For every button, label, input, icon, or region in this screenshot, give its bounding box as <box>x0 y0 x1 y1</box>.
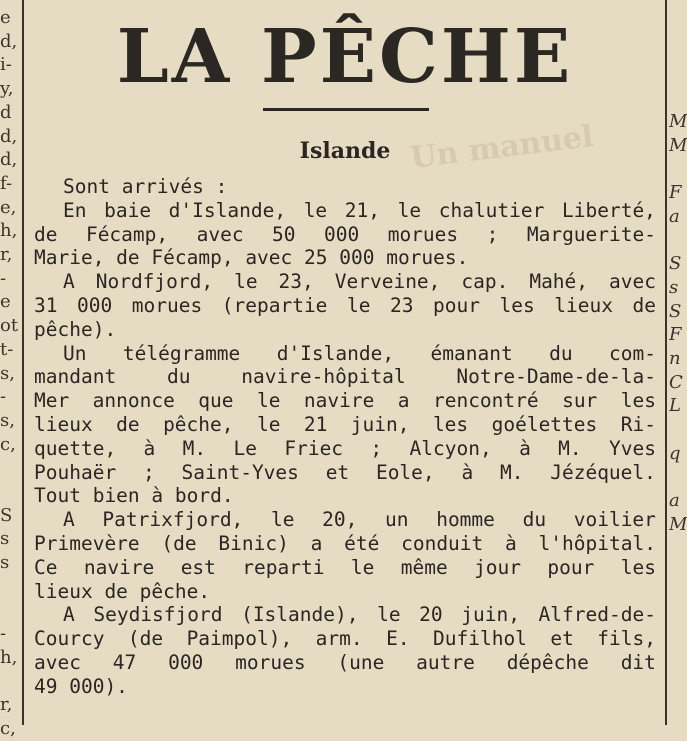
left-column-fragments <box>0 6 20 741</box>
article-line: pêche). <box>34 317 117 341</box>
right-fragment: S <box>669 300 682 322</box>
left-fragment: r, <box>0 244 13 266</box>
left-fragment: ot <box>0 315 19 337</box>
left-fragment: - <box>0 386 7 408</box>
article-line: 49 000). <box>34 674 128 698</box>
right-fragment: a <box>669 490 680 512</box>
left-fragment: S <box>0 504 13 526</box>
left-fragment <box>0 480 20 504</box>
left-fragment: f- <box>0 172 13 194</box>
article-line: Courcy (de Paimpol), arm. E. Dufilhol et fils, <box>34 627 656 651</box>
right-fragment: S <box>669 253 682 275</box>
left-fragment <box>0 670 20 694</box>
article-line: Pouhaër ; Saint-Yves et Eole, à M. Jézéquel. <box>34 460 656 484</box>
article-line: avec 47 000 morues (une autre dépêche dit <box>34 650 656 674</box>
left-fragment: d, <box>0 30 18 52</box>
article-line: mandant du navire-hôpital Notre-Dame-de-la- <box>34 365 656 389</box>
right-fragment: n <box>669 348 681 370</box>
left-fragment <box>0 456 20 480</box>
left-fragment: y, <box>0 78 14 100</box>
article-line: A Nordfjord, le 23, Verveine, cap. Mahé, avec <box>63 270 656 294</box>
right-fragment <box>669 157 687 181</box>
article-line: Marie, de Fécamp, avec 25 000 morues. <box>34 246 469 270</box>
left-fragment: i- <box>0 54 12 76</box>
article-line: 31 000 morues (repartie le 23 pour les lieux de <box>34 293 656 317</box>
right-fragment: s <box>669 276 679 298</box>
right-fragment: M <box>669 513 687 535</box>
section-title: Islande <box>299 138 391 164</box>
left-fragment: h, <box>0 220 18 242</box>
article-line: A Patrixfjord, le 20, un homme du voilier <box>63 508 656 532</box>
left-fragment: s <box>0 528 10 550</box>
left-fragment: - <box>0 267 7 289</box>
left-fragment: e <box>0 291 11 313</box>
article-body <box>34 175 656 699</box>
article-line: En baie d'Islande, le 21, le chalutier Liberté, <box>63 198 656 222</box>
left-fragment: c, <box>0 718 16 740</box>
article-line: lieux de pêche, le 21 juin, les goélettes Ri- <box>34 412 656 436</box>
left-fragment: d, <box>0 149 18 171</box>
left-fragment: - <box>0 623 7 645</box>
left-fragment: h, <box>0 646 18 668</box>
article-line: Sont arrivés : <box>63 175 228 198</box>
left-fragment: c, <box>0 433 16 455</box>
article-line: Tout bien à bord. <box>34 484 234 508</box>
right-fragment <box>669 466 687 490</box>
right-fragment: M <box>669 134 687 156</box>
article-line: lieux de pêche. <box>34 579 211 603</box>
right-fragment: C <box>669 371 683 393</box>
left-fragment: e <box>0 7 11 28</box>
right-fragment: F <box>669 324 682 346</box>
article-line: Un télégramme d'Islande, émanant du com- <box>63 341 656 365</box>
right-fragment: a <box>669 205 680 227</box>
right-fragment: M <box>669 111 687 132</box>
right-fragment: F <box>669 182 682 204</box>
article-line: de Fécamp, avec 50 000 morues ; Marguerite- <box>34 222 656 246</box>
left-fragment: t- <box>0 338 14 360</box>
right-column-fragments <box>669 110 687 537</box>
right-fragment: L <box>669 395 681 417</box>
headline: LA PÊCHE <box>116 14 574 100</box>
article-line: Primevère (de Binic) a été conduit à l'hôpital. <box>34 531 656 555</box>
left-fragment: s <box>0 552 10 574</box>
right-fragment: q <box>669 442 681 464</box>
left-fragment: d, <box>0 125 18 147</box>
left-fragment: e, <box>0 196 17 218</box>
headline-rule <box>263 108 429 111</box>
column-rule-left <box>22 0 24 725</box>
left-fragment: d <box>0 101 12 123</box>
left-fragment <box>0 575 20 599</box>
left-fragment <box>0 599 20 623</box>
column-rule-right <box>665 0 667 725</box>
bleed-through-text: Un manuel <box>408 118 596 177</box>
right-fragment <box>669 418 687 442</box>
left-fragment: s, <box>0 362 15 384</box>
article-line: Ce navire est reparti le même jour pour les <box>34 555 656 579</box>
right-fragment <box>669 229 687 253</box>
article-line: A Seydisfjord (Islande), le 20 juin, Alfred-de- <box>63 603 656 627</box>
left-fragment: r, <box>0 694 13 716</box>
article-line: quette, à M. Le Friec ; Alcyon, à M. Yves <box>34 436 656 460</box>
left-fragment: s, <box>0 409 15 431</box>
article-line: Mer annonce que le navire a rencontré sur les <box>34 389 656 413</box>
